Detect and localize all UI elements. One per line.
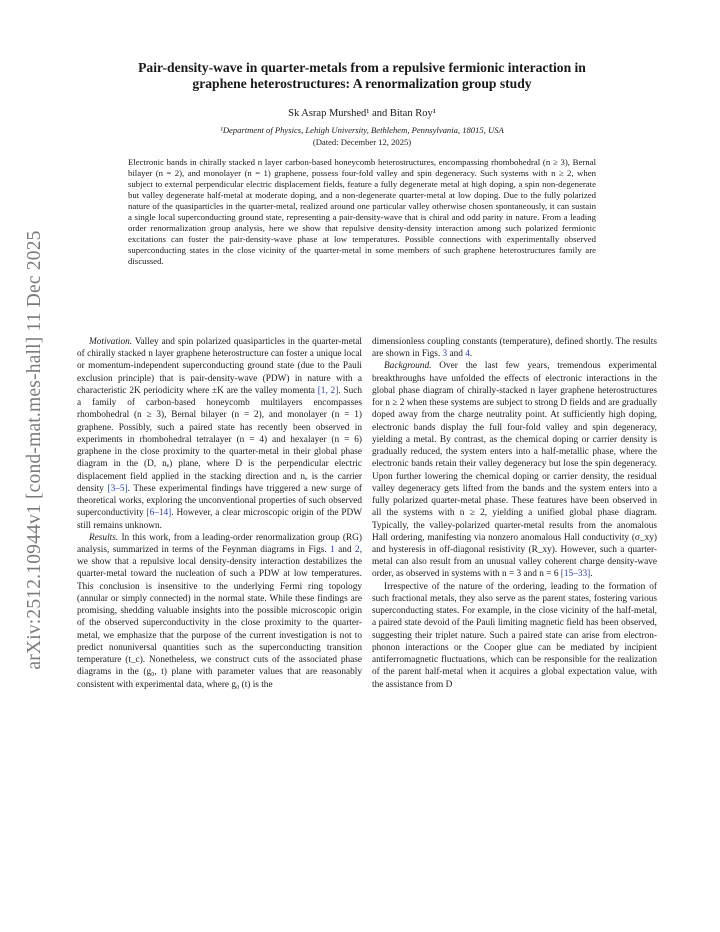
background-label: Background. [384, 361, 432, 372]
continuation-text-c: . [469, 349, 473, 360]
paper-title [80, 60, 644, 92]
results-text-c: , we show that a repulsive local density-density interaction destabilizes the quarter-metal toward the nucleation of such a PDW at low temperatures. This conclusion is insensitive to the underlying Fermi ring topology (annular or simply connected) in the normal state. While these findings are promising, shedding valuable insights into the possible microscopic origin of the observed superconductivity in the close proximity to the quarter-metal, we emphasize that the purpose of the current investigation is not to predict nonuniversal quantities such as the superconducting transition temperature (t_c). Nonetheless, we construct cuts of the associated phase diagrams in the (g₀, t) plane with parameter values that are reasonably consistent with experimental data, where g₀ (t) is the [77, 544, 363, 690]
background-paragraph [372, 360, 657, 580]
results-paragraph [77, 532, 362, 691]
figure-link[interactable]: 1 [330, 544, 335, 555]
citation-link[interactable]: [1, 2] [317, 385, 339, 396]
background-text-b: . [590, 569, 593, 580]
motivation-text-a: Valley and spin polarized quasiparticles in the quarter-metal of chirally stacked n layer graphene heterostructure can foster a unique local or momentum-independent superconducting ground state (due to the Pauli exclusion principle) that is pair-density-wave (PDW) in nature with a characteristic 2K periodicity where ±K are the valley momenta [77, 337, 362, 396]
citation-link[interactable]: [15–33] [560, 569, 591, 580]
background-text-a: Over the last few years, tremendous experimental breakthroughs have unfolded the effects of electronic interactions in the global phase diagram of chirally-stacked n layer graphene heterostructures for n ≥ 2 when these systems are subject to strong D fields and are gradually doped away from the charge neutrality point. At sufficiently high doping, electronic bands display the full four-fold valley and spin degeneracy, yielding a metal. By contrast, as the chemical doping or carrier density is gradually reduced, the system enters into a half-metallic phase, where the electronic bands retain their valley degeneracy but lose the spin degeneracy. Upon further lowering the chemical doping or carrier density, the residual valley degeneracy gets lifted from the bands and the system enters into a fully polarized quarter-metal phase. These features have been observed in all the systems with n ≥ 2, yielding a unified global phase diagram. Typically, the valley-polarized quarter-metal results from the anomalous Hall ordering, manifesting via nonzero anomalous Hall conductivity (σ_xy) and hysteresis in off-diagonal resistivity (R_xy). However, such a quarter-metal can also result from an unusual valley coherent charge density-wave order, as observed in systems with n = 3 and n = 6 [372, 361, 657, 580]
citation-link[interactable]: [6–14] [146, 508, 172, 519]
motivation-label: Motivation. [89, 337, 133, 347]
abstract: Electronic bands in chirally stacked n layer carbon-based honeycomb heterostructures, encompassing rhombohedral (n ≥ 3), Bernal bilayer (n = 2), and monolayer (n = 1) graphene, possess four-fold valley and spin degeneracy. Such systems with n ≥ 2, when subject to external perpendicular electric displacement fields, feature a fully degenerate metal at high doping, a spin non-degenerate but valley degenerate half-metal at moderate doping, and a non-degenerate quarter-metal at low doping. Due to the fully polarized nature of the quasiparticles in the quarter-metal, realized around one particular valley otherwise chosen spontaneously, it can sustain a single local superconducting ground state, representing a pair-density-wave that is chiral and odd parity in nature. From a leading order renormalization group analysis, here we show that repulsive density-density interaction among such polarized fermionic excitations can foster the pair-density-wave phase at low temperatures. Possible connections with experimentally observed superconducting states in the close vicinity of the quarter-metal in some members of such graphene heterostructures family are discussed. [128, 157, 596, 266]
motivation-text-d: . However, a clear microscopic origin of the PDW still remains unknown. [77, 508, 362, 531]
continuation-text-b: and [447, 349, 466, 360]
ordering-paragraph: Irrespective of the nature of the ordering, leading to the formation of such fractional metals, they also serve as the parent states, fostering various superconducting states. For example, in the close vicinity of the half-metal, a paired state devoid of the Pauli limiting magnetic field has been observed, suggesting their triplet nature. Such a paired state can arise from electron-phonon interactions or the Cooper glue can be mediated by incipient antiferromagnetic fluctuations, which can be responsible for the realization of the parent half-metal when it acquires a global expectation value, with the assistance from D [372, 581, 657, 690]
right-column [372, 336, 657, 691]
authors: Sk Asrap Murshed¹ and Bitan Roy¹ [288, 108, 436, 119]
figure-link[interactable]: 2 [355, 544, 360, 555]
figure-link[interactable]: 3 [442, 349, 448, 360]
continuation-paragraph [372, 336, 657, 360]
results-label: Results. [89, 532, 119, 543]
arxiv-identifier [22, 230, 48, 670]
citation-link[interactable]: [3–5] [107, 483, 128, 494]
left-column [77, 336, 362, 691]
motivation-text-b: . Such a family of carbon-based honeycomb multilayers encompasses rhombohedral (n ≥ 3), Bernal bilayer (n = 2), and monolayer (n = 1) graphene. Possibly, such a paired state has recently been observed in experiments in rhombohedral tetralayer (n = 4) and hexalayer (n = 6) graphene in the close proximity to the quarter-metal in their global phase diagram in the (D, nₑ) plane, where D is the perpendicular electric displacement field applied in the stacking direction and nₑ is the carrier density [77, 385, 362, 494]
date-line: (Dated: December 12, 2025) [312, 137, 412, 147]
arxiv-identifier-text: arXiv:2512.10944v1 [cond-mat.mes-hall] 11 Dec 2025 [24, 230, 45, 670]
motivation-paragraph [77, 336, 362, 532]
results-text-a: In this work, from a leading-order renormalization group (RG) analysis, summarized in terms of the Feynman diagrams in Figs. [77, 532, 362, 555]
affiliation: ¹Department of Physics, Lehigh University, Bethlehem, Pennsylvania, 18015, USA [220, 125, 504, 135]
continuation-text-a: dimensionless coupling constants (temperature), defined shortly. The results are shown in Figs. [372, 337, 657, 360]
results-text-b: and [334, 544, 356, 555]
figure-link[interactable]: 4 [465, 349, 470, 360]
paper-title-line-2: graphene heterostructures: A renormalization group study [192, 76, 532, 91]
motivation-text-c: . These experimental findings have triggered a new surge of theoretical works, exploring the unconventional properties of such observed superconductivity [77, 483, 362, 519]
paper-title-line-1: Pair-density-wave in quarter-metals from a repulsive fermionic interaction in [138, 60, 586, 75]
